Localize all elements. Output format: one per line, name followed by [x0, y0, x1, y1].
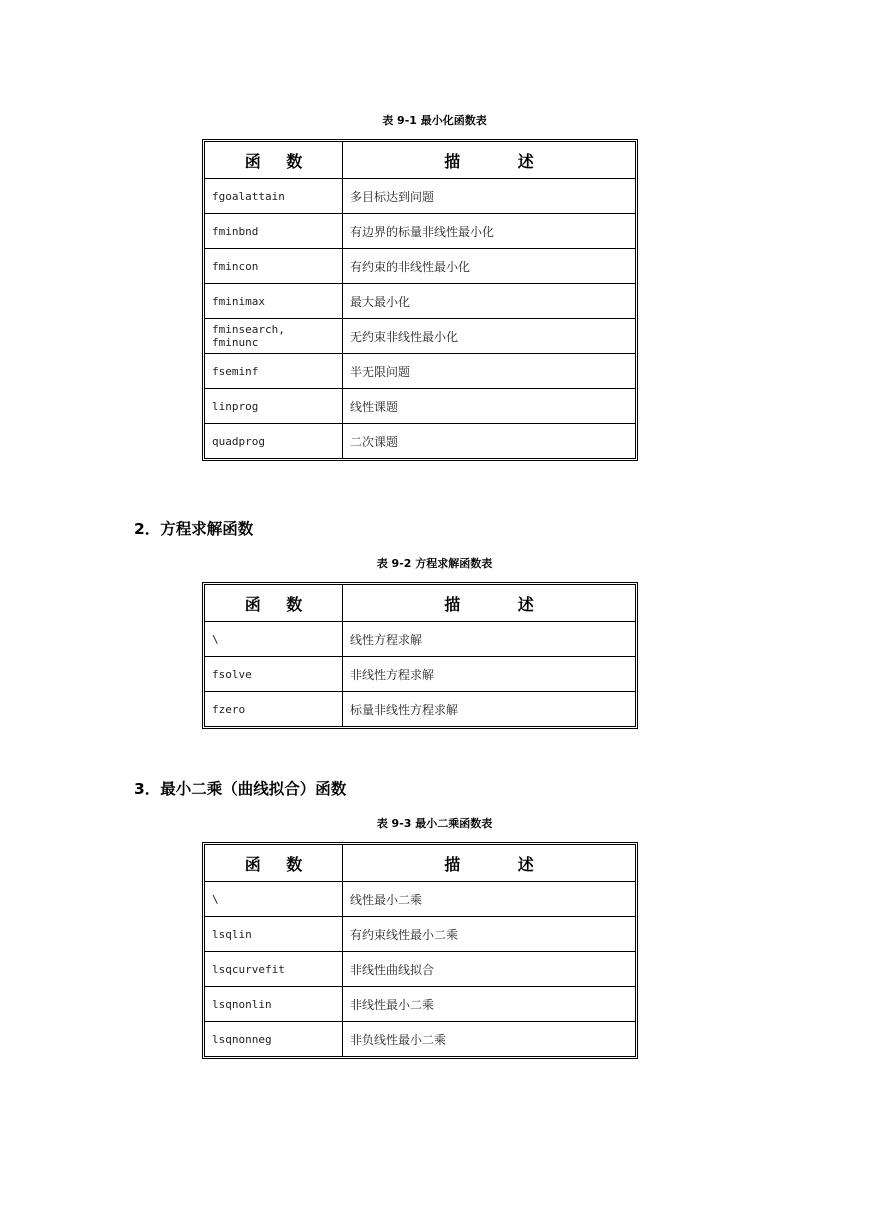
function-name: lsqnonneg — [205, 1022, 343, 1057]
section-heading: 3．最小二乘（曲线拟合）函数 — [134, 780, 347, 798]
function-name: fminbnd — [205, 214, 343, 249]
function-description: 线性课题 — [343, 389, 636, 424]
function-name: \ — [205, 882, 343, 917]
least-squares-function-table — [202, 842, 638, 1059]
table-row — [205, 319, 636, 354]
table-caption: 表 9-3 最小二乘函数表 — [376, 817, 493, 830]
table-row — [205, 882, 636, 917]
table-header-row — [205, 845, 636, 882]
function-name: fseminf — [205, 354, 343, 389]
function-name: lsqcurvefit — [205, 952, 343, 987]
table-row — [205, 249, 636, 284]
function-name: fminsearch, fminunc — [205, 319, 343, 354]
table-caption: 表 9-2 方程求解函数表 — [376, 557, 493, 570]
table-row — [205, 622, 636, 657]
header-function: 函数 — [205, 142, 343, 179]
function-description: 多目标达到问题 — [343, 179, 636, 214]
table-row — [205, 1022, 636, 1057]
table-row — [205, 354, 636, 389]
function-description: 非线性曲线拟合 — [343, 952, 636, 987]
table-row — [205, 952, 636, 987]
function-description: 线性最小二乘 — [343, 882, 636, 917]
table-row — [205, 657, 636, 692]
function-description: 最大最小化 — [343, 284, 636, 319]
table-row — [205, 692, 636, 727]
function-name: linprog — [205, 389, 343, 424]
table-header-row — [205, 142, 636, 179]
function-description: 非线性方程求解 — [343, 657, 636, 692]
section-heading: 2．方程求解函数 — [134, 520, 254, 538]
function-description: 有约束的非线性最小化 — [343, 249, 636, 284]
table-row — [205, 987, 636, 1022]
table-row — [205, 424, 636, 459]
function-name: fgoalattain — [205, 179, 343, 214]
table-caption: 表 9-1 最小化函数表 — [382, 114, 487, 127]
header-description: 描述 — [343, 142, 636, 179]
equation-solving-function-table — [202, 582, 638, 729]
function-description: 半无限问题 — [343, 354, 636, 389]
function-name: fzero — [205, 692, 343, 727]
table-header-row — [205, 585, 636, 622]
minimization-function-table — [202, 139, 638, 461]
function-description: 非负线性最小二乘 — [343, 1022, 636, 1057]
function-description: 有约束线性最小二乘 — [343, 917, 636, 952]
function-name: fminimax — [205, 284, 343, 319]
function-name: quadprog — [205, 424, 343, 459]
function-description: 非线性最小二乘 — [343, 987, 636, 1022]
table-row — [205, 214, 636, 249]
function-description: 有边界的标量非线性最小化 — [343, 214, 636, 249]
function-description: 无约束非线性最小化 — [343, 319, 636, 354]
header-description: 描述 — [343, 585, 636, 622]
function-name: lsqlin — [205, 917, 343, 952]
table-row — [205, 284, 636, 319]
function-name: \ — [205, 622, 343, 657]
function-description: 标量非线性方程求解 — [343, 692, 636, 727]
table-row — [205, 389, 636, 424]
table-row — [205, 917, 636, 952]
table-row — [205, 179, 636, 214]
header-description: 描述 — [343, 845, 636, 882]
header-function: 函数 — [205, 585, 343, 622]
function-name: lsqnonlin — [205, 987, 343, 1022]
header-function: 函数 — [205, 845, 343, 882]
function-description: 二次课题 — [343, 424, 636, 459]
function-name: fsolve — [205, 657, 343, 692]
function-description: 线性方程求解 — [343, 622, 636, 657]
function-name: fmincon — [205, 249, 343, 284]
